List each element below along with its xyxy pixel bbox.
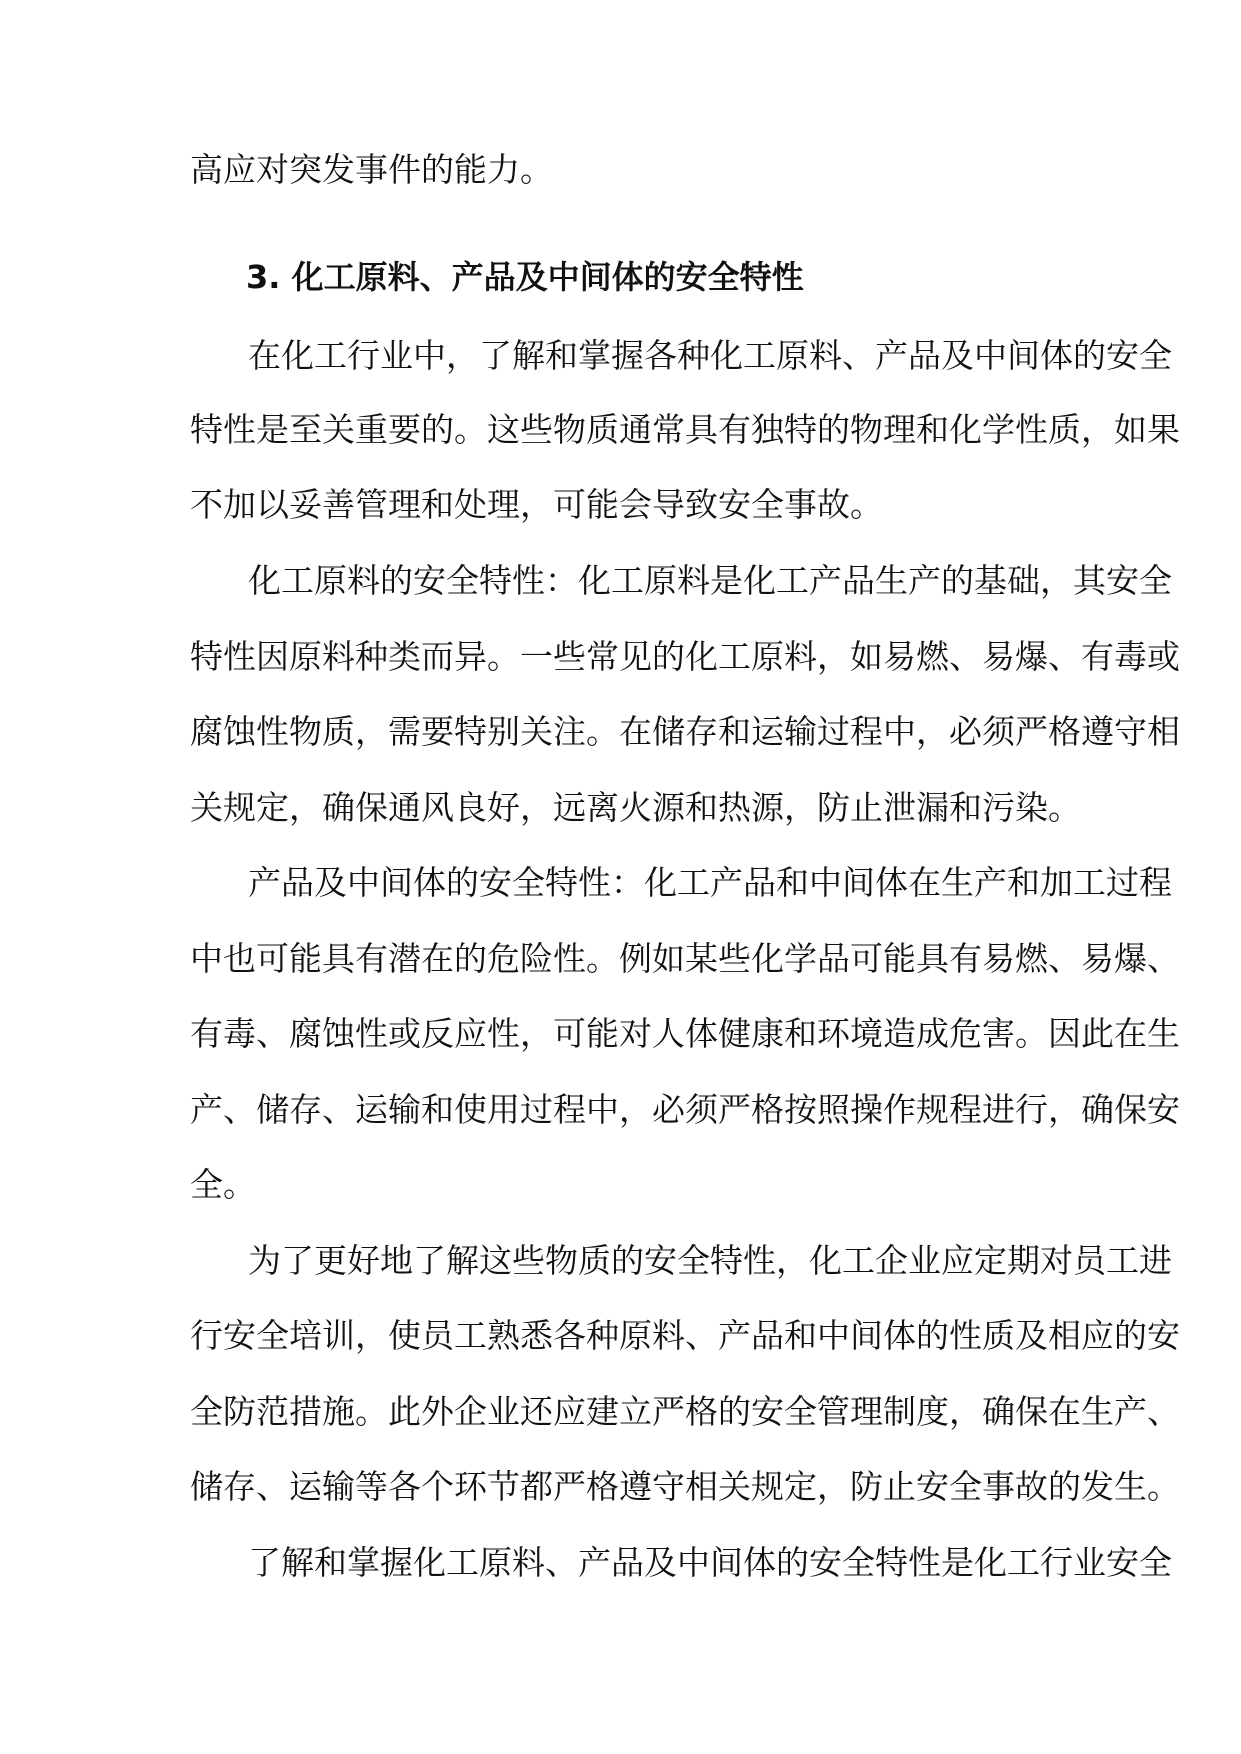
paragraph-line: 特性因原料种类而异。一些常见的化工原料，如易燃、易爆、有毒或 bbox=[190, 637, 1180, 676]
paragraph-line: 关规定，确保通风良好，远离火源和热源，防止泄漏和污染。 bbox=[190, 788, 1081, 827]
section-heading: 3. 化工原料、产品及中间体的安全特性 bbox=[246, 258, 804, 296]
paragraph-line: 特性是至关重要的。这些物质通常具有独特的物理和化学性质，如果 bbox=[190, 410, 1180, 449]
paragraph-line: 全防范措施。此外企业还应建立严格的安全管理制度，确保在生产、 bbox=[190, 1392, 1180, 1431]
paragraph-line: 全。 bbox=[190, 1165, 256, 1204]
paragraph-line: 化工原料的安全特性：化工原料是化工产品生产的基础，其安全 bbox=[248, 561, 1172, 600]
paragraph-line: 为了更好地了解这些物质的安全特性，化工企业应定期对员工进 bbox=[248, 1241, 1172, 1280]
paragraph-line: 了解和掌握化工原料、产品及中间体的安全特性是化工行业安全 bbox=[248, 1543, 1172, 1582]
paragraph-line: 不加以妥善管理和处理，可能会导致安全事故。 bbox=[190, 485, 883, 524]
paragraph-line: 中也可能具有潜在的危险性。例如某些化学品可能具有易燃、易爆、 bbox=[190, 939, 1180, 978]
paragraph-line: 行安全培训，使员工熟悉各种原料、产品和中间体的性质及相应的安 bbox=[190, 1316, 1180, 1355]
paragraph-line: 产、储存、运输和使用过程中，必须严格按照操作规程进行，确保安 bbox=[190, 1090, 1180, 1129]
paragraph-line: 储存、运输等各个环节都严格遵守相关规定，防止安全事故的发生。 bbox=[190, 1467, 1180, 1506]
paragraph-line: 产品及中间体的安全特性：化工产品和中间体在生产和加工过程 bbox=[248, 863, 1172, 902]
paragraph-line: 在化工行业中，了解和掌握各种化工原料、产品及中间体的安全 bbox=[248, 336, 1172, 375]
paragraph-line: 腐蚀性物质，需要特别关注。在储存和运输过程中，必须严格遵守相 bbox=[190, 712, 1180, 751]
paragraph-line: 有毒、腐蚀性或反应性，可能对人体健康和环境造成危害。因此在生 bbox=[190, 1014, 1180, 1053]
paragraph-line: 高应对突发事件的能力。 bbox=[190, 150, 553, 189]
